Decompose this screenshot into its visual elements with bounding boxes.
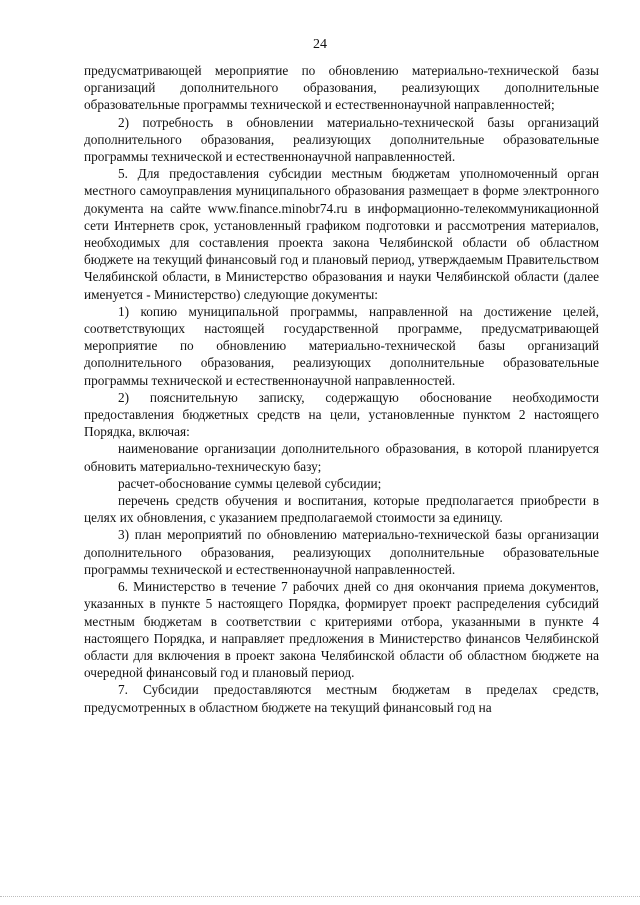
paragraph-clause-5: 5. Для предоставления субсидии местным бюджетам уполномоченный орган местного самоуправления муниципального образования размещает в форме электронного документа на сайте www.finance.minobr74.ru в информационно-телекоммуникационной сети Интернетв срок, установленный графиком подготовки и рассмотрения материалов, необходимых для составления проекта закона Челябинской области об областном бюджете на текущий финансовый год и плановый период, утверждаемым Правительством Челябинской области, в Министерство образования и науки Челябинской области (далее именуется - Министерство) следующие документы: (84, 166, 599, 302)
paragraph-clause-7: 7. Субсидии предоставляются местным бюджетам в пределах средств, предусмотренных в областном бюджете на текущий финансовый год на (84, 682, 599, 715)
page-number: 24 (313, 37, 327, 52)
paragraph-equipment-list: перечень средств обучения и воспитания, которые предполагается приобрести в целях их обновления, с указанием предполагаемой стоимости за единицу. (84, 493, 599, 526)
page-bottom-divider (0, 896, 640, 897)
paragraph-item-2-explanatory-note: 2) пояснительную записку, содержащую обоснование необходимости предоставления бюджетных средств на цели, установленные пунктом 2 настоящего Порядка, включая: (84, 389, 599, 440)
paragraph-item-1-program-copy: 1) копию муниципальной программы, направленной на достижение целей, соответствующих настоящей государственной программе, предусматривающей мероприятие по обновлению материально-технической базы организаций дополнительного образования, реализующих дополнительные образовательные программы технической и естественнонаучной направленностей. (84, 303, 599, 388)
paragraph-clause-6: 6. Министерство в течение 7 рабочих дней со дня окончания приема документов, указанных в пункте 5 настоящего Порядка, формирует проект распределения субсидий местным бюджетам в соответствии с критериями отбора, указанными в пункте 4 настоящего Порядка, и направляет предложения в Министерство финансов Челябинской области для включения в проект закона Челябинской области об областном бюджете на очередной финансовый год и плановый период. (84, 579, 599, 681)
paragraph-continuation: предусматривающей мероприятие по обновлению материально-технической базы организаций дополнительного образования, реализующих дополнительные образовательные программы технической и естественнонаучной направленностей; (84, 63, 599, 113)
document-body (84, 62, 599, 716)
paragraph-item-3-plan: 3) план мероприятий по обновлению материально-технической базы организации дополнительного образования, реализующих дополнительные образовательные программы технической и естественнонаучной направленностей. (84, 527, 599, 577)
paragraph-item-2-need: 2) потребность в обновлении материально-технической базы организаций дополнительного образования, реализующих дополнительные образовательные программы технической и естественнонаучной направленностей. (84, 114, 599, 165)
paragraph-calculation: расчет-обоснование суммы целевой субсидии; (118, 475, 382, 491)
paragraph-organization-name: наименование организации дополнительного образования, в которой планируется обновить материально-техническую базу; (84, 441, 599, 474)
